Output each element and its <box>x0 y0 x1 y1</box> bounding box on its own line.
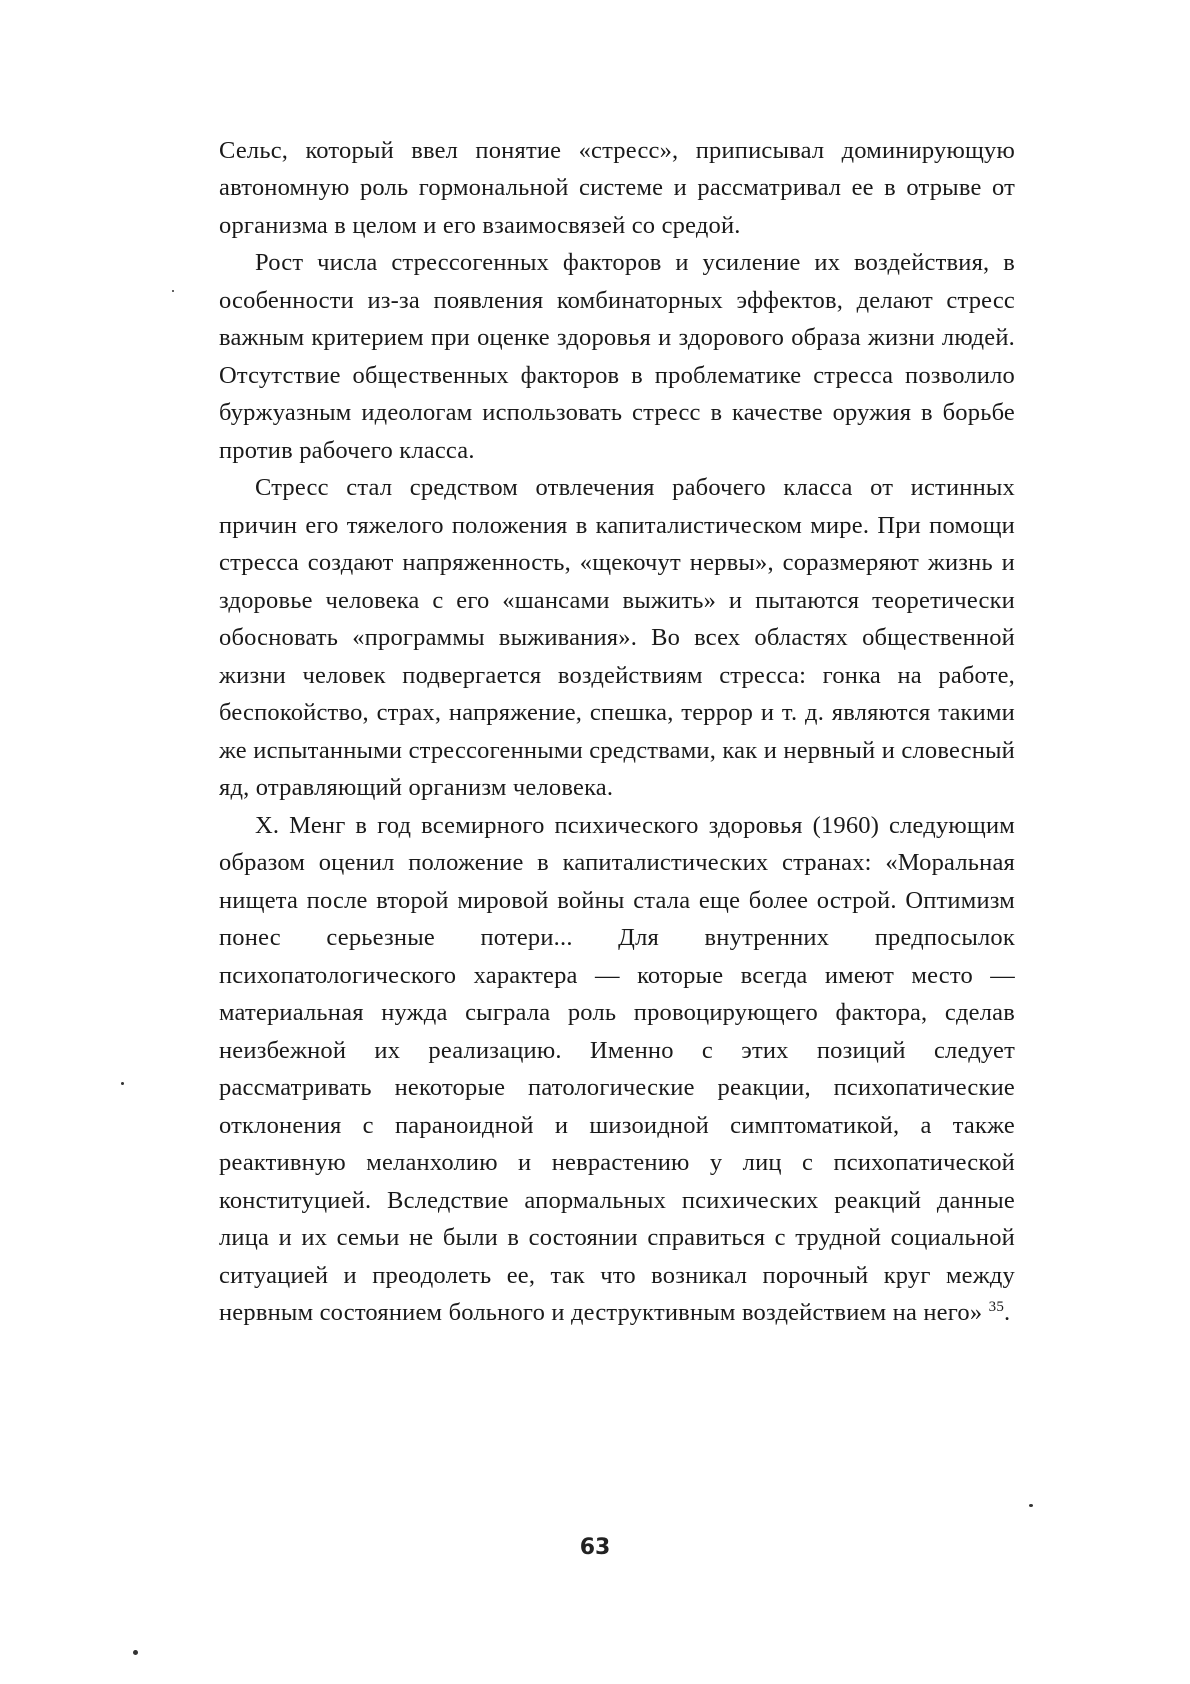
scan-speck <box>121 1082 124 1085</box>
paragraph-3: Стресс стал средством отвлечения рабочего класса от истинных причин его тяжелого положения в капиталистическом мире. При помощи стресса создают напряженность, «щекочут нервы», соразмеряют жизнь и здоровье человека с его «шансами выжить» и пытаются теоретически обосновать «программы выживания». Во всех областях общественной жизни человек подвергается воздействиям стресса: гонка на работе, беспокойство, страх, напряжение, спешка, террор и т. д. являются такими же испытанными стрессогенными средствами, как и нервный и словесный яд, отравляющий организм человека. <box>219 474 1015 802</box>
scan-speck <box>133 1650 138 1655</box>
body-text <box>219 132 1015 1332</box>
scan-speck <box>1029 1504 1033 1507</box>
paragraph-2: Рост числа стрессогенных факторов и усиление их воздействия, в особенности из-за появления комбинаторных эффектов, делают стресс важным критерием при оценке здоровья и здорового образа жизни людей. Отсутствие общественных факторов в проблематике стресса позволило буржуазным идеологам использовать стресс в качестве оружия в борьбе против рабочего класса. <box>219 249 1015 464</box>
paragraph-4 <box>219 807 1015 1332</box>
paragraph-4-text: Х. Менг в год всемирного психического здоровья (1960) следующим образом оценил положение в капиталистических странах: «Моральная нищета после второй мировой войны стала еще более острой. Оптимизм понес серьезные потери... Для внутренних предпосылок психопатологического характера — которые всегда имеют место — материальная нужда сыграла роль провоцирующего фактора, сделав неизбежной их реализацию. Именно с этих позиций следует рассматривать некоторые патологические реакции, психопатические отклонения с параноидной и шизоидной симптоматикой, а также реактивную меланхолию и неврастению у лиц с психопатической конституцией. Вследствие апормальных психических реакций данные лица и их семьи не были в состоянии справиться с трудной социальной ситуацией и преодолеть ее, так что возникал порочный круг между нервным состоянием больного и деструктивным воздействием на него» <box>219 811 1015 1327</box>
scan-speck <box>172 290 174 292</box>
final-punctuation: . <box>1004 1299 1011 1327</box>
page-number: 63 <box>579 1535 611 1560</box>
footnote-reference: 35 <box>988 1298 1005 1315</box>
paragraph-1: Сельс, который ввел понятие «стресс», приписывал доминирующую автономную роль гормональной системе и рассматривал ее в отрыве от организма в целом и его взаимосвязей со средой. <box>219 137 1015 239</box>
